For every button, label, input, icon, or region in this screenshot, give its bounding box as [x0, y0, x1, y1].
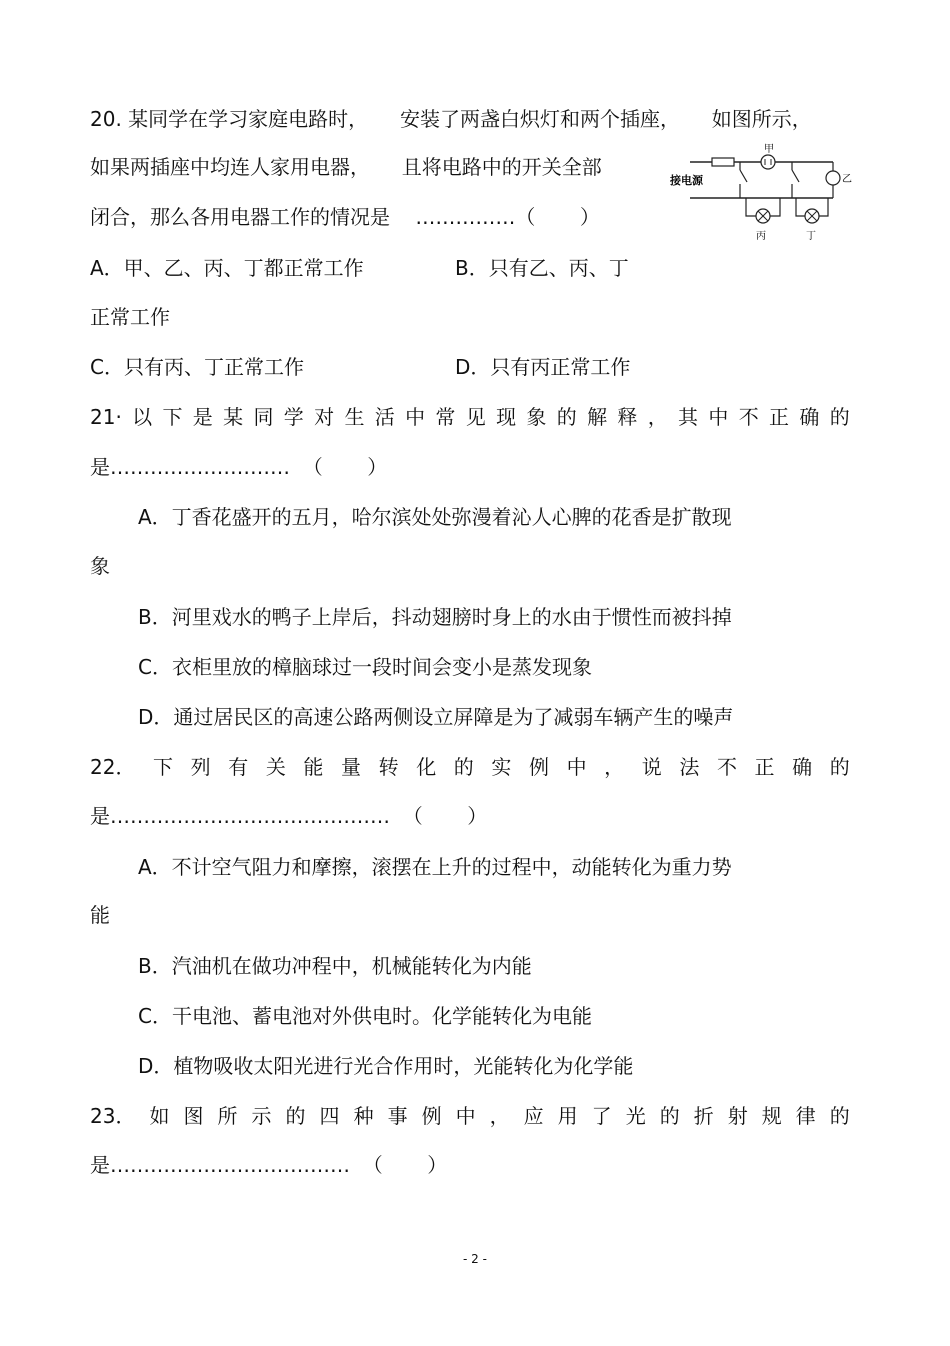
q20-circuit-figure: [668, 140, 854, 244]
q20-option-a: A．甲、乙、丙、丁都正常工作: [90, 256, 364, 280]
q22-option-a: A．不计空气阻力和摩擦，滚摆在上升的过程中，动能转化为重力势: [138, 855, 732, 879]
q22-option-c: C．干电池、蓄电池对外供电时。化学能转化为电能: [138, 1004, 592, 1028]
q21-stem-line1: 21· 以 下 是 某 同 学 对 生 活 中 常 见 现 象 的 解 释 ， 其 中 不 正 确 的: [90, 405, 850, 429]
q22-option-a-cont: 能: [90, 903, 110, 927]
q21-option-c: C．衣柜里放的樟脑球过一段时间会变小是蒸发现象: [138, 655, 592, 679]
q21-stem-line2: 是……………………… （ ）: [90, 455, 388, 479]
outlet-jia-icon: [761, 155, 775, 169]
label-bing: 丙: [756, 231, 766, 242]
switch-1-icon: [740, 170, 747, 182]
q23-stem-line1: 23． 如 图 所 示 的 四 种 事 例 中 ， 应 用 了 光 的 折 射 规 律 的: [90, 1104, 850, 1128]
q22-option-d: D．植物吸收太阳光进行光合作用时，光能转化为化学能: [138, 1054, 634, 1078]
q20-option-b-cont: 正常工作: [90, 305, 170, 329]
q20-stem-line2: 如果两插座中均连人家用电器， 且将电路中的开关全部: [90, 155, 602, 179]
page-number: - 2 -: [463, 1252, 487, 1266]
label-yi: 乙: [842, 174, 852, 185]
q21-option-a: A．丁香花盛开的五月，哈尔滨处处弥漫着沁人心脾的花香是扩散现: [138, 505, 732, 529]
q20-option-b: B．只有乙、丙、丁: [455, 256, 629, 280]
label-power-source: 接电源: [670, 174, 703, 187]
label-ding: 丁: [806, 231, 816, 242]
q20-option-c: C．只有丙、丁正常工作: [90, 355, 304, 379]
q23-stem-line2: 是……………………………… （ ）: [90, 1153, 448, 1177]
q21-option-b: B．河里戏水的鸭子上岸后，抖动翅膀时身上的水由于惯性而被抖掉: [138, 605, 732, 629]
q22-stem-line2: 是…………………………………… （ ）: [90, 804, 488, 828]
q20-stem-line1: 20. 某同学在学习家庭电路时， 安装了两盏白炽灯和两个插座， 如图所示，: [90, 107, 812, 131]
outlet-yi-icon: [826, 171, 840, 185]
label-jia: 甲: [764, 144, 774, 155]
q20-stem-line3: 闭合，那么各用电器工作的情况是 ……………（ ）: [90, 205, 600, 229]
q22-stem-line1: 22． 下 列 有 关 能 量 转 化 的 实 例 中 ， 说 法 不 正 确 的: [90, 755, 850, 779]
q21-option-d: D．通过居民区的高速公路两侧设立屏障是为了减弱车辆产生的噪声: [138, 705, 734, 729]
fuse-icon: [712, 158, 734, 166]
q22-option-b: B．汽油机在做功冲程中，机械能转化为内能: [138, 954, 532, 978]
q20-option-d: D．只有丙正常工作: [455, 355, 631, 379]
switch-2-icon: [792, 170, 799, 182]
q21-option-a-cont: 象: [90, 554, 110, 578]
